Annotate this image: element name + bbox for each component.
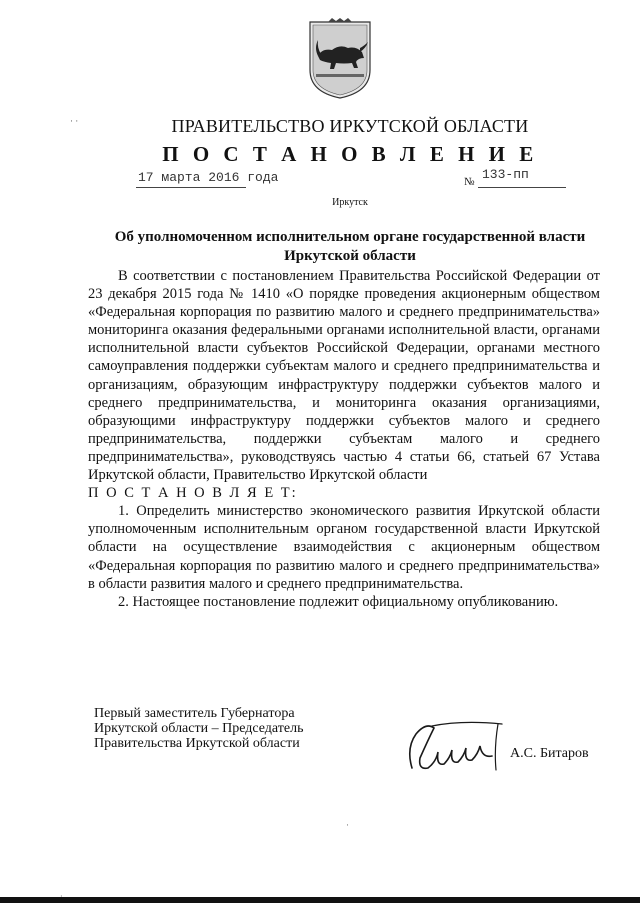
signatory-position: [94, 706, 303, 751]
document-body: [88, 267, 600, 611]
number-underline: [478, 187, 566, 188]
coat-of-arms-icon: [304, 18, 376, 100]
preamble-paragraph: В соответствии с постановлением Правительства Российской Федерации от 23 декабря 2015 года № 1410 «О порядке проведения акционерным обществом «Федеральная корпорация по развитию малого и среднего предпринимательства» мониторинга оказания федеральными органами исполнительной власти, органами исполнительной власти субъектов Российской Федерации, органами местного самоуправления поддержки субъектам малого и среднего предпринимательства и организациям, образующим инфраструктуру поддержки субъектов малого и среднего предпринимательства, и мониторинга оказания организациями, образующими инфраструктуру поддержки субъектов малого и среднего предпринимательства, поддержки субъектам малого и среднего предпринимательства», руководствуясь частью 4 статьи 66, статьей 67 Устава Иркутской области, Правительство Иркутской области: [88, 268, 600, 484]
position-line-2: Иркутской области – Председатель: [94, 721, 304, 736]
number-sign: №: [464, 176, 475, 188]
document-number: 133-пп: [482, 167, 529, 182]
government-title: ПРАВИТЕЛЬСТВО ИРКУТСКОЙ ОБЛАСТИ: [171, 116, 529, 136]
position-line-3: Правительства Иркутской области: [94, 736, 300, 751]
handwritten-signature: [402, 718, 512, 780]
document-type: П О С Т А Н О В Л Е Н И Е: [162, 142, 538, 166]
scan-artifact: · ·: [70, 116, 79, 126]
item-1-paragraph: 1. Определить министерство экономического развития Иркутской области уполномоченным исполнительным органом государственной власти Иркутской области на осуществление взаимодействия с акционерным обществом «Федеральная корпорация по развитию малого и среднего предпринимательства» в области развития малого и среднего предпринимательства.: [88, 503, 600, 592]
document-subject: Об уполномоченном исполнительном органе государственной власти Иркутской области: [114, 229, 586, 264]
position-line-1: Первый заместитель Губернатора: [94, 706, 295, 721]
city: Иркутск: [332, 197, 368, 208]
scan-border: [0, 897, 640, 903]
signatory-name: А.С. Битаров: [510, 746, 589, 761]
scan-artifact: ·: [346, 820, 349, 830]
item-2-paragraph: 2. Настоящее постановление подлежит официальному опубликованию.: [118, 593, 559, 610]
date-underline: [136, 187, 246, 188]
document-date: 17 марта 2016 года: [138, 170, 279, 185]
decree-word: П О С Т А Н О В Л Я Е Т:: [88, 485, 298, 502]
